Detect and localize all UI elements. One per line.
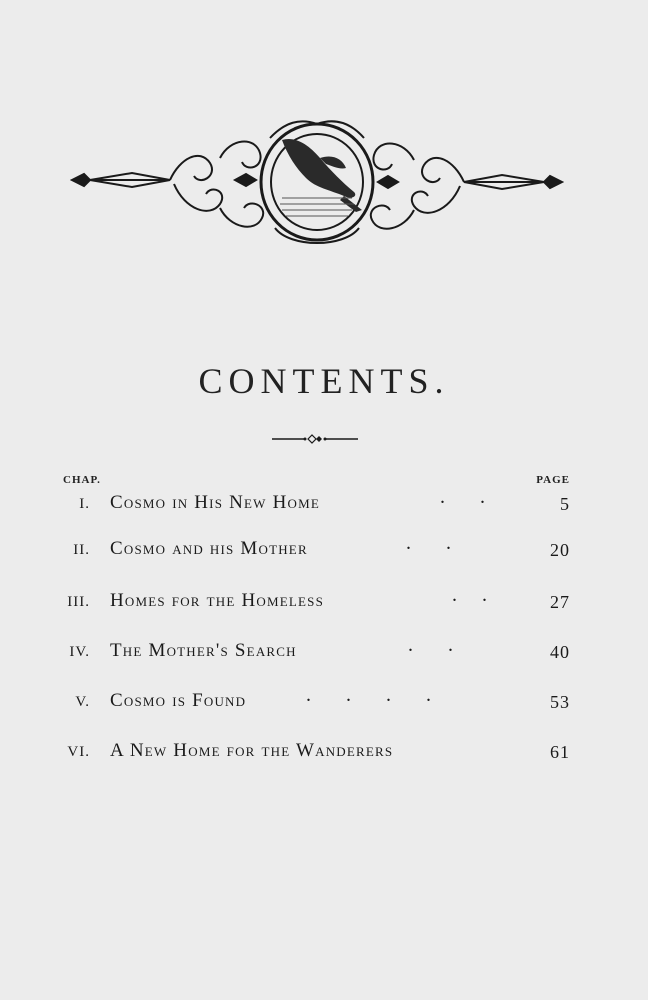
leader-dots: . . [406, 532, 451, 554]
toc-entry [0, 532, 648, 568]
toc-entry [0, 684, 648, 720]
chapter-number: VI. [67, 744, 90, 760]
leader-dots: . . [452, 584, 487, 606]
chapter-column-label: CHAP. [63, 474, 101, 486]
toc-entry [0, 584, 648, 620]
chapter-number: V. [75, 694, 90, 710]
toc-entry [0, 634, 648, 670]
diamond-rule-icon [272, 432, 358, 446]
leader-dots: . . [440, 486, 485, 508]
toc-entry [0, 740, 648, 770]
chapter-title: Homes for the Homeless [110, 590, 324, 611]
page-column-label: PAGE [536, 474, 570, 486]
page-number: 53 [550, 692, 570, 712]
chapter-number: III. [67, 594, 90, 610]
page-number: 5 [560, 494, 570, 514]
page-number: 27 [550, 592, 570, 612]
bird-medallion-scroll-icon [70, 118, 564, 256]
page-number: 61 [550, 742, 570, 762]
chapter-title: The Mother's Search [110, 640, 297, 661]
page-number: 20 [550, 540, 570, 560]
toc-entry [0, 486, 648, 522]
chapter-number: II. [73, 542, 90, 558]
chapter-title: Cosmo is Found [110, 690, 247, 711]
page-title: CONTENTS. [198, 361, 450, 401]
chapter-title: Cosmo in His New Home [110, 492, 320, 513]
leader-dots: . . . . [306, 684, 431, 706]
chapter-title: Cosmo and his Mother [110, 538, 308, 559]
chapter-title: A New Home for the Wanderers [110, 740, 394, 761]
page-number: 40 [550, 642, 570, 662]
chapter-number: I. [79, 496, 90, 512]
leader-dots: . . [408, 634, 453, 656]
chapter-number: IV. [69, 644, 90, 660]
